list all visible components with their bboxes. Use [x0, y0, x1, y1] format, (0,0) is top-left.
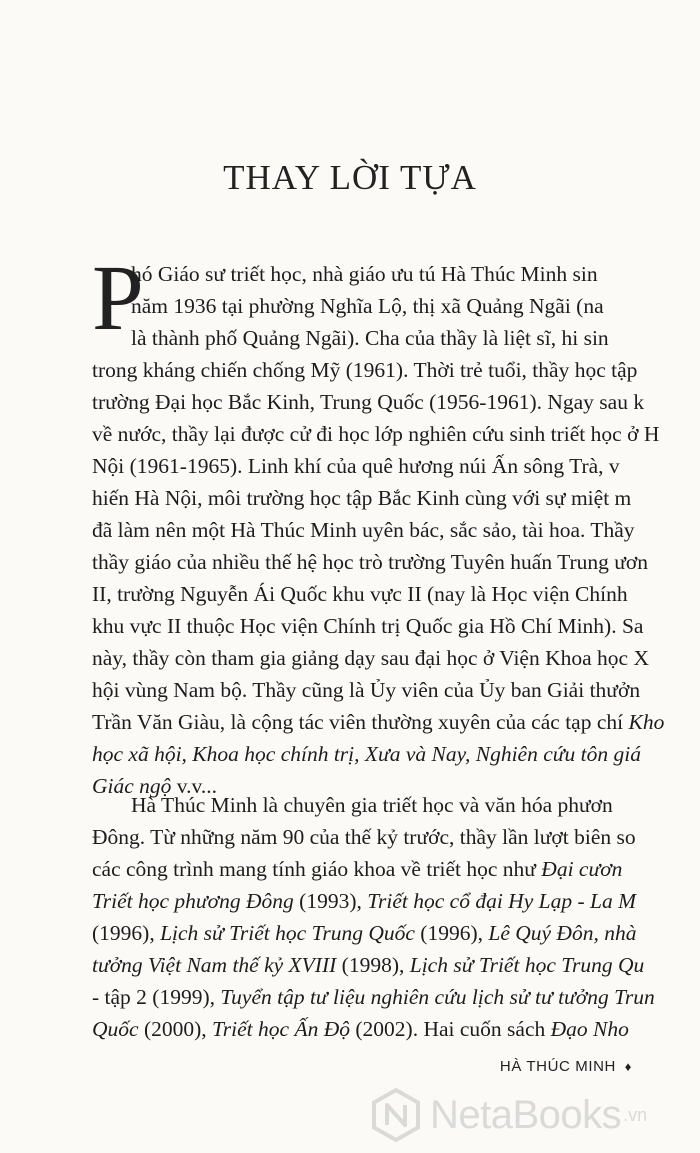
italic-title: Giác ngộ — [92, 774, 172, 798]
text-line — [92, 821, 636, 853]
italic-title: Lịch sử Triết học Trung Qu — [409, 953, 645, 977]
text-run: II, trường Nguyễn Ái Quốc khu vực II (nay là Học viện Chính — [92, 582, 628, 606]
hexagon-n-logo-icon — [368, 1087, 424, 1143]
italic-title: tưởng Việt Nam thế kỷ XVIII — [92, 953, 337, 977]
text-run: các công trình mang tính giáo khoa về triết học như — [92, 857, 542, 881]
text-run: thầy giáo của nhiều thế hệ học trò trường Tuyên huấn Trung ươn — [92, 550, 649, 574]
text-line — [92, 917, 636, 949]
text-run: Nội (1961-1965). Linh khí của quê hương núi Ấn sông Trà, v — [92, 454, 620, 478]
italic-title: Lịch sử Triết học Trung Quốc — [160, 921, 415, 945]
text-line — [92, 546, 648, 578]
running-head-text: HÀ THÚC MINH — [499, 1058, 616, 1075]
text-line — [92, 885, 636, 917]
diamond-icon: ♦ — [624, 1059, 632, 1074]
text-line — [92, 386, 644, 418]
text-run: (1993), — [293, 889, 368, 913]
italic-title: học xã hội, Khoa học chính trị, Xưa và Nay, Nghiên cứu tôn giá — [92, 742, 641, 766]
text-run: là thành phố Quảng Ngãi). Cha của thầy là liệt sĩ, hi sin — [131, 326, 609, 350]
text-line — [92, 706, 664, 738]
italic-title: Triết học cổ đại Hy Lạp - La M — [367, 889, 636, 913]
text-run: khu vực II thuộc Học viện Chính trị Quốc gia Hồ Chí Minh). Sa — [92, 614, 644, 638]
text-run: (2000), — [138, 1017, 213, 1041]
text-line — [92, 981, 655, 1013]
text-run: (2002). Hai cuốn sách — [350, 1017, 551, 1041]
italic-title: Quốc — [92, 1017, 139, 1041]
text-run: trong kháng chiến chống Mỹ (1961). Thời trẻ tuổi, thầy học tập — [92, 358, 638, 382]
italic-title: Triết học Ấn Độ — [212, 1017, 350, 1041]
drop-cap: P — [92, 247, 144, 350]
watermark-domain: .vn — [623, 1104, 648, 1125]
text-line — [92, 418, 659, 450]
text-run: này, thầy còn tham gia giảng dạy sau đại học ở Viện Khoa học X — [92, 646, 649, 670]
text-run: Hà Thúc Minh là chuyên gia triết học và văn hóa phươn — [131, 793, 613, 817]
text-run: - tập 2 (1999), — [92, 985, 221, 1009]
running-footer — [500, 1058, 632, 1075]
text-line — [92, 949, 644, 981]
text-run: hó Giáo sư triết học, nhà giáo ưu tú Hà Thúc Minh sin — [131, 262, 598, 286]
text-line — [92, 354, 637, 386]
text-run: năm 1936 tại phường Nghĩa Lộ, thị xã Quảng Ngãi (na — [131, 294, 604, 318]
text-line — [92, 738, 641, 770]
text-run: đã làm nên một Hà Thúc Minh uyên bác, sắc sảo, tài hoa. Thầy — [92, 518, 635, 542]
text-line — [92, 610, 643, 642]
text-run: (1996), — [92, 921, 161, 945]
text-line — [131, 789, 613, 821]
text-run: hội vùng Nam bộ. Thầy cũng là Ủy viên của Ủy ban Giải thưởn — [92, 678, 641, 702]
italic-title: Lê Quý Đôn, nhà — [488, 921, 637, 945]
text-line — [92, 482, 631, 514]
watermark — [368, 1085, 647, 1145]
italic-title: Triết học phương Đông — [92, 889, 294, 913]
text-run: Trần Văn Giàu, là cộng tác viên thường xuyên của các tạp chí — [92, 710, 629, 734]
italic-title: Tuyển tập tư liệu nghiên cứu lịch sử tư tưởng Trun — [220, 985, 655, 1009]
text-run: (1998), — [336, 953, 410, 977]
text-line — [92, 853, 622, 885]
text-run: (1996), — [414, 921, 489, 945]
text-run: về nước, thầy lại được cử đi học lớp nghiên cứu sinh triết học ở H — [92, 422, 660, 446]
text-line — [92, 1013, 629, 1045]
text-run: trường Đại học Bắc Kinh, Trung Quốc (1956-1961). Ngay sau k — [92, 390, 645, 414]
italic-title: Kho — [628, 710, 665, 734]
text-line — [131, 290, 604, 322]
italic-title: Đại cươn — [541, 857, 623, 881]
text-line — [131, 258, 598, 290]
italic-title: Đạo Nho — [550, 1017, 629, 1041]
text-run: v.v... — [171, 774, 218, 798]
text-line — [131, 322, 609, 354]
text-run: Đông. Từ những năm 90 của thế kỷ trước, thầy lần lượt biên so — [92, 825, 636, 849]
page-title: THAY LỜI TỰA — [223, 158, 477, 197]
text-line — [92, 578, 628, 610]
text-line — [92, 450, 620, 482]
text-run: hiến Hà Nội, môi trường học tập Bắc Kinh cùng với sự miệt m — [92, 486, 632, 510]
text-line — [92, 674, 640, 706]
text-line — [92, 514, 635, 546]
watermark-brand: NetaBooks — [430, 1092, 622, 1137]
text-line — [92, 642, 649, 674]
